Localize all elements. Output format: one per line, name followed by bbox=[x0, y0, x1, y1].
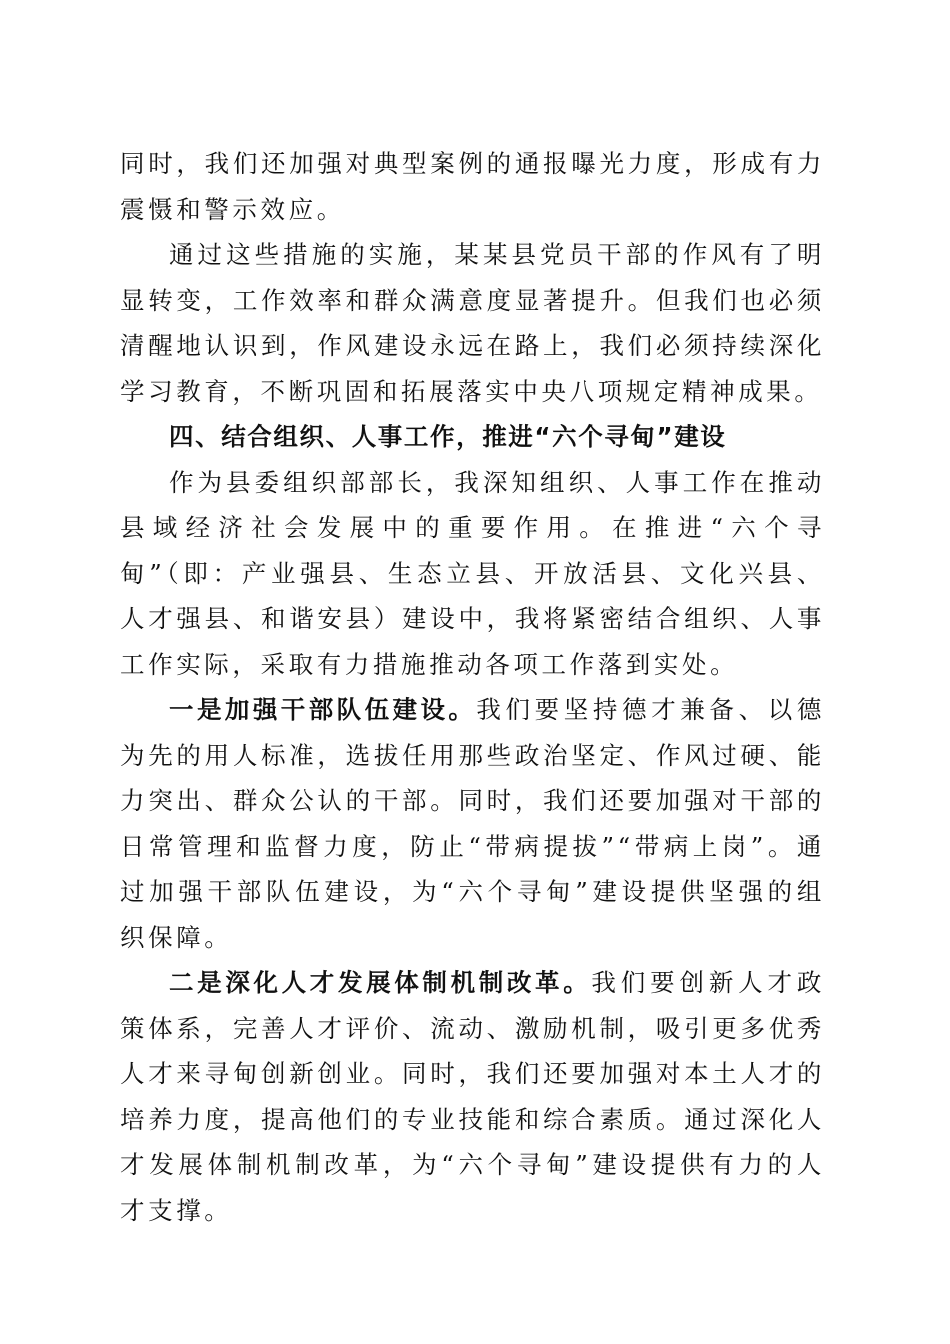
paragraph-measures-result: 通过这些措施的实施，某某县党员干部的作风有了明显转变，工作效率和群众满意度显著提升。但我们也必须清醒地认识到，作风建设永远在路上，我们必须持续深化学习教育，不断巩固和拓展落实中央八项规定精神成果。 bbox=[120, 240, 825, 406]
paragraph-body-cadre-team: 我们要坚持德才兼备、以德为先的用人标准，选拔任用那些政治坚定、作风过硬、能力突出、群众公认的干部。同时，我们还要加强对干部的日常管理和监督力度，防止“带病提拔”“带病上岗”。通过加强干部队伍建设，为“六个寻甸”建设提供坚强的组织保障。 bbox=[120, 695, 826, 952]
paragraph-talent-reform bbox=[120, 960, 825, 1233]
paragraph-body-talent-reform: 我们要创新人才政策体系，完善人才评价、流动、激励机制，吸引更多优秀人才来寻甸创新创业。同时，我们还要加强对本土人才的培养力度，提高他们的专业技能和综合素质。通过深化人才发展体制机制改革，为“六个寻甸”建设提供有力的人才支撑。 bbox=[120, 968, 825, 1225]
paragraph-cadre-team bbox=[120, 687, 825, 960]
section-heading-four: 四、结合组织、人事工作，推进“六个寻甸”建设 bbox=[169, 422, 727, 451]
paragraph-lead-talent-reform: 二是深化人才发展体制机制改革。 bbox=[169, 968, 592, 997]
paragraph-six-xundian-intro: 作为县委组织部部长，我深知组织、人事工作在推动县域经济社会发展中的重要作用。在推进“六个寻甸”（即：产业强县、生态立县、开放活县、文化兴县、人才强县、和谐安县）建设中，我将紧密结合组织、人事工作实际，采取有力措施推动各项工作落到实处。 bbox=[120, 467, 825, 679]
paragraph-continuation: 同时，我们还加强对典型案例的通报曝光力度，形成有力震慑和警示效应。 bbox=[120, 149, 825, 224]
paragraph-lead-cadre-team: 一是加强干部队伍建设。 bbox=[169, 695, 477, 724]
document-body bbox=[120, 141, 825, 1233]
